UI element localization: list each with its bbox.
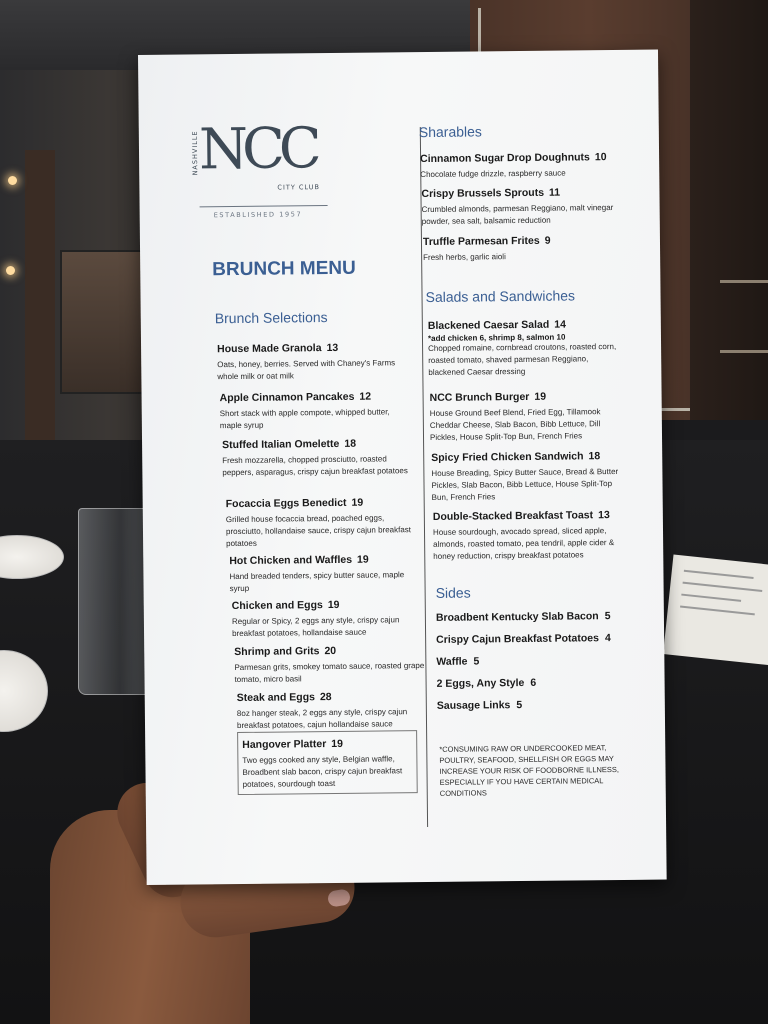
- side-item: [437, 699, 522, 712]
- food-safety-disclaimer: *CONSUMING RAW OR UNDERCOOKED MEAT, POULTRY, SEAFOOD, SHELLFISH OR EGGS MAY INCREASE YOUR RISK OF FOODBORNE ILLNESS, ESPECIALLY IF YOU HAVE CERTAIN MEDICAL CONDITIONS: [439, 743, 620, 798]
- menu-item: [219, 386, 409, 432]
- item-price: 19: [327, 598, 340, 612]
- menu-item: [222, 433, 412, 479]
- item-price: 18: [588, 450, 601, 463]
- item-name: Double-Stacked Breakfast Toast: [432, 509, 594, 523]
- item-price: 12: [359, 390, 372, 403]
- item-name: Apple Cinnamon Pancakes: [219, 390, 355, 405]
- panel-line: [720, 280, 768, 283]
- menu-item: [420, 147, 625, 181]
- item-description: Regular or Spicy, 2 eggs any style, crispy cajun breakfast potatoes, hollandaise sauce: [231, 615, 400, 639]
- item-description: House sourdough, avocado spread, sliced apple, almonds, roasted tomato, pea tendril, apple cider & honey reduction, crispy breakfast potatoes: [432, 526, 615, 561]
- item-name: Steak and Eggs: [236, 691, 316, 705]
- side-item: [437, 677, 537, 690]
- item-price: 11: [548, 186, 561, 199]
- menu-item: [430, 386, 626, 444]
- item-description: Hand breaded tenders, spicy butter sauce, maple syrup: [229, 570, 405, 594]
- menu-item: [229, 549, 419, 595]
- menu-item: [428, 314, 624, 379]
- side-price: 5: [516, 699, 523, 712]
- item-price: 18: [344, 437, 357, 450]
- item-name: Stuffed Italian Omelette: [222, 437, 340, 452]
- item-price: 19: [331, 737, 344, 751]
- paper-line: [680, 606, 755, 616]
- logo-city-vertical: NASHVILLE: [190, 130, 200, 176]
- side-name: Sausage Links: [436, 699, 511, 712]
- logo-letters: NCC: [198, 116, 317, 183]
- item-description: House Ground Beef Blend, Fried Egg, Tillamook Cheddar Cheese, Slab Bacon, Bibb Lettuce, Dill Pickles, House Split-Top Bun, French Fries: [429, 407, 601, 442]
- menu-item: [433, 505, 629, 563]
- side-name: Waffle: [436, 655, 468, 668]
- item-name: Hangover Platter: [242, 738, 327, 751]
- section-title-sharables: Sharables: [418, 123, 482, 141]
- item-name: House Made Granola: [217, 342, 322, 356]
- menu-title: BRUNCH MENU: [212, 257, 356, 281]
- ncc-logo: [190, 116, 340, 232]
- item-name: Truffle Parmesan Frites: [422, 234, 540, 249]
- side-name: Crispy Cajun Breakfast Potatoes: [436, 632, 600, 646]
- item-price: 19: [534, 390, 547, 403]
- menu-item: [431, 446, 627, 504]
- side-item: [436, 655, 479, 667]
- item-add-ons: *add chicken 6, shrimp 8, salmon 10: [427, 332, 566, 343]
- section-title-sides: Sides: [435, 584, 471, 601]
- brunch-menu-sheet: [138, 50, 667, 885]
- item-price: 20: [324, 644, 337, 658]
- item-name: Blackened Caesar Salad: [427, 318, 550, 332]
- menu-item: [226, 492, 417, 550]
- item-name: NCC Brunch Burger: [429, 390, 530, 404]
- menu-item-featured: [237, 730, 418, 795]
- item-description: 8oz hanger steak, 2 eggs any style, crispy cajun breakfast potatoes, cajun hollandaise sauce: [236, 707, 408, 730]
- item-price: 28: [319, 691, 332, 704]
- logo-rule: [200, 205, 328, 207]
- menu-item: [234, 640, 424, 686]
- item-price: 10: [594, 151, 607, 164]
- item-price: 19: [356, 553, 369, 566]
- panel-line: [720, 350, 768, 353]
- section-title-brunch-selections: Brunch Selections: [214, 309, 328, 327]
- paper-line: [683, 582, 763, 592]
- menu-item: [421, 182, 626, 228]
- paper-sheet: [663, 555, 768, 666]
- side-price: 6: [530, 676, 537, 689]
- side-name: Broadbent Kentucky Slab Bacon: [435, 610, 599, 624]
- item-name: Shrimp and Grits: [234, 645, 320, 659]
- item-description: Crumbled almonds, parmesan Reggiano, malt vinegar powder, sea salt, balsamic reduction: [421, 203, 614, 227]
- pillar: [25, 150, 55, 450]
- item-description: Fresh mozzarella, chopped prosciutto, roasted peppers, asparagus, crispy cajun breakfast potatoes: [222, 454, 408, 478]
- menu-item: [217, 337, 407, 383]
- item-price: 9: [544, 234, 551, 247]
- side-price: 4: [604, 632, 611, 645]
- section-title-salads-sandwiches: Salads and Sandwiches: [425, 287, 576, 306]
- logo-established: ESTABLISHED 1957: [213, 210, 303, 220]
- paper-line: [681, 594, 741, 602]
- item-name: Crispy Brussels Sprouts: [421, 186, 545, 201]
- item-price: 14: [554, 318, 567, 331]
- item-name: Cinnamon Sugar Drop Doughnuts: [420, 151, 590, 166]
- side-item: [436, 632, 611, 646]
- logo-city-club: CITY CLUB: [277, 183, 320, 192]
- side-item: [436, 610, 611, 624]
- item-description: Chocolate fudge drizzle, raspberry sauce: [420, 168, 566, 180]
- side-name: 2 Eggs, Any Style: [436, 676, 525, 690]
- item-price: 13: [326, 341, 339, 355]
- item-description: Two eggs cooked any style, Belgian waffle, Broadbent slab bacon, crispy cajun breakfast potatoes, sourdough toast: [242, 754, 403, 789]
- item-description: Short stack with apple compote, whipped butter, maple syrup: [219, 407, 390, 431]
- menu-item: [232, 594, 422, 640]
- item-description: Grilled house focaccia bread, poached eggs, prosciutto, hollandaise sauce, crispy cajun breakfast potatoes: [225, 513, 412, 549]
- side-price: 5: [604, 610, 611, 623]
- item-description: Oats, honey, berries. Served with Chaney's Farms whole milk or oat milk: [217, 358, 396, 382]
- item-price: 13: [598, 509, 610, 522]
- item-description: Parmesan grits, smokey tomato sauce, roasted grape tomato, micro basil: [234, 661, 425, 685]
- item-name: Focaccia Eggs Benedict: [225, 496, 347, 511]
- item-price: 19: [351, 496, 364, 509]
- menu-item: [237, 686, 427, 732]
- paper-line: [684, 570, 754, 579]
- right-panel: [690, 0, 768, 420]
- ceiling-light: [6, 266, 15, 275]
- item-name: Spicy Fried Chicken Sandwich: [431, 450, 584, 464]
- menu-item: [423, 230, 628, 264]
- item-description: Chopped romaine, cornbread croutons, roasted corn, roasted tomato, shaved parmesan Reggiano, blackened Caesar dressing: [428, 342, 617, 377]
- ceiling-light: [8, 176, 17, 185]
- item-description: Fresh herbs, garlic aioli: [423, 252, 506, 263]
- item-name: Chicken and Eggs: [231, 599, 323, 613]
- item-description: House Breading, Spicy Butter Sauce, Bread & Butter Pickles, Slab Bacon, Bibb Lettuce, House Split-Top Bun, French Fries: [431, 466, 619, 502]
- side-price: 5: [473, 655, 480, 668]
- item-name: Hot Chicken and Waffles: [229, 553, 353, 568]
